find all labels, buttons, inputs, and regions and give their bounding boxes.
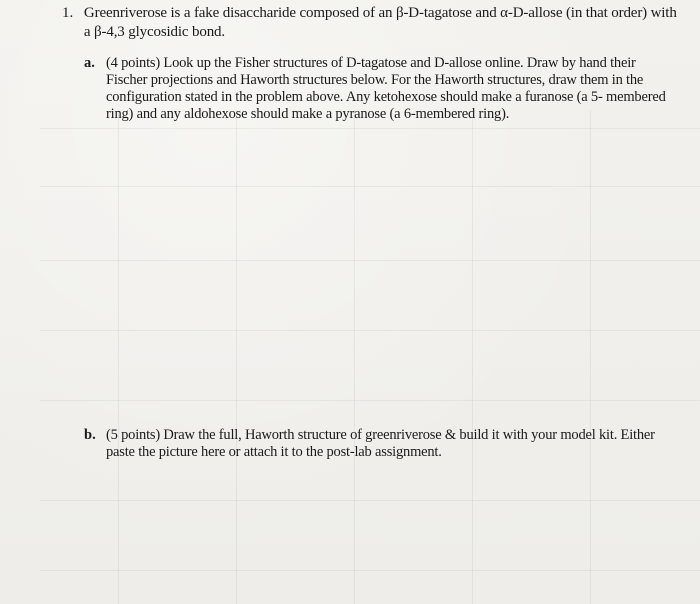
part-b (84, 427, 674, 461)
bleed-through-line (590, 110, 591, 604)
part-b-text: (5 points) Draw the full, Haworth structure of greenriverose & build it with your model kit. Either paste the picture here or attach it to the post-lab assignment. (106, 427, 655, 460)
bleed-through-line (40, 186, 700, 187)
bleed-through-line (40, 500, 700, 501)
bleed-through-line (40, 260, 700, 261)
question-number: 1. (62, 5, 74, 21)
bleed-through-line (40, 570, 700, 571)
part-a-label: a. (84, 55, 95, 71)
bleed-through-line (40, 400, 700, 401)
bleed-through-line (40, 128, 700, 129)
bleed-through-line (354, 110, 355, 604)
bleed-through-line (472, 110, 473, 604)
bleed-through-line (236, 110, 237, 604)
part-b-label: b. (84, 427, 96, 443)
question-text: Greenriverose is a fake disaccharide composed of an β-D-tagatose and α-D-allose (in that order) with a β-4,3 glycosidic bond. (83, 5, 677, 40)
question-1 (62, 4, 682, 42)
bleed-through-line (40, 330, 700, 331)
bleed-through-line (118, 110, 119, 604)
part-a (84, 55, 674, 123)
part-a-text: (4 points) Look up the Fisher structures of D-tagatose and D-allose online. Draw by hand their Fischer projections and Haworth structures below. For the Haworth structures, draw them in the configuration stated in the problem above. Any ketohexose should make a furanose (a 5- membered ring) and any aldohexose should make a pyranose (a 6-membered ring). (106, 55, 666, 122)
